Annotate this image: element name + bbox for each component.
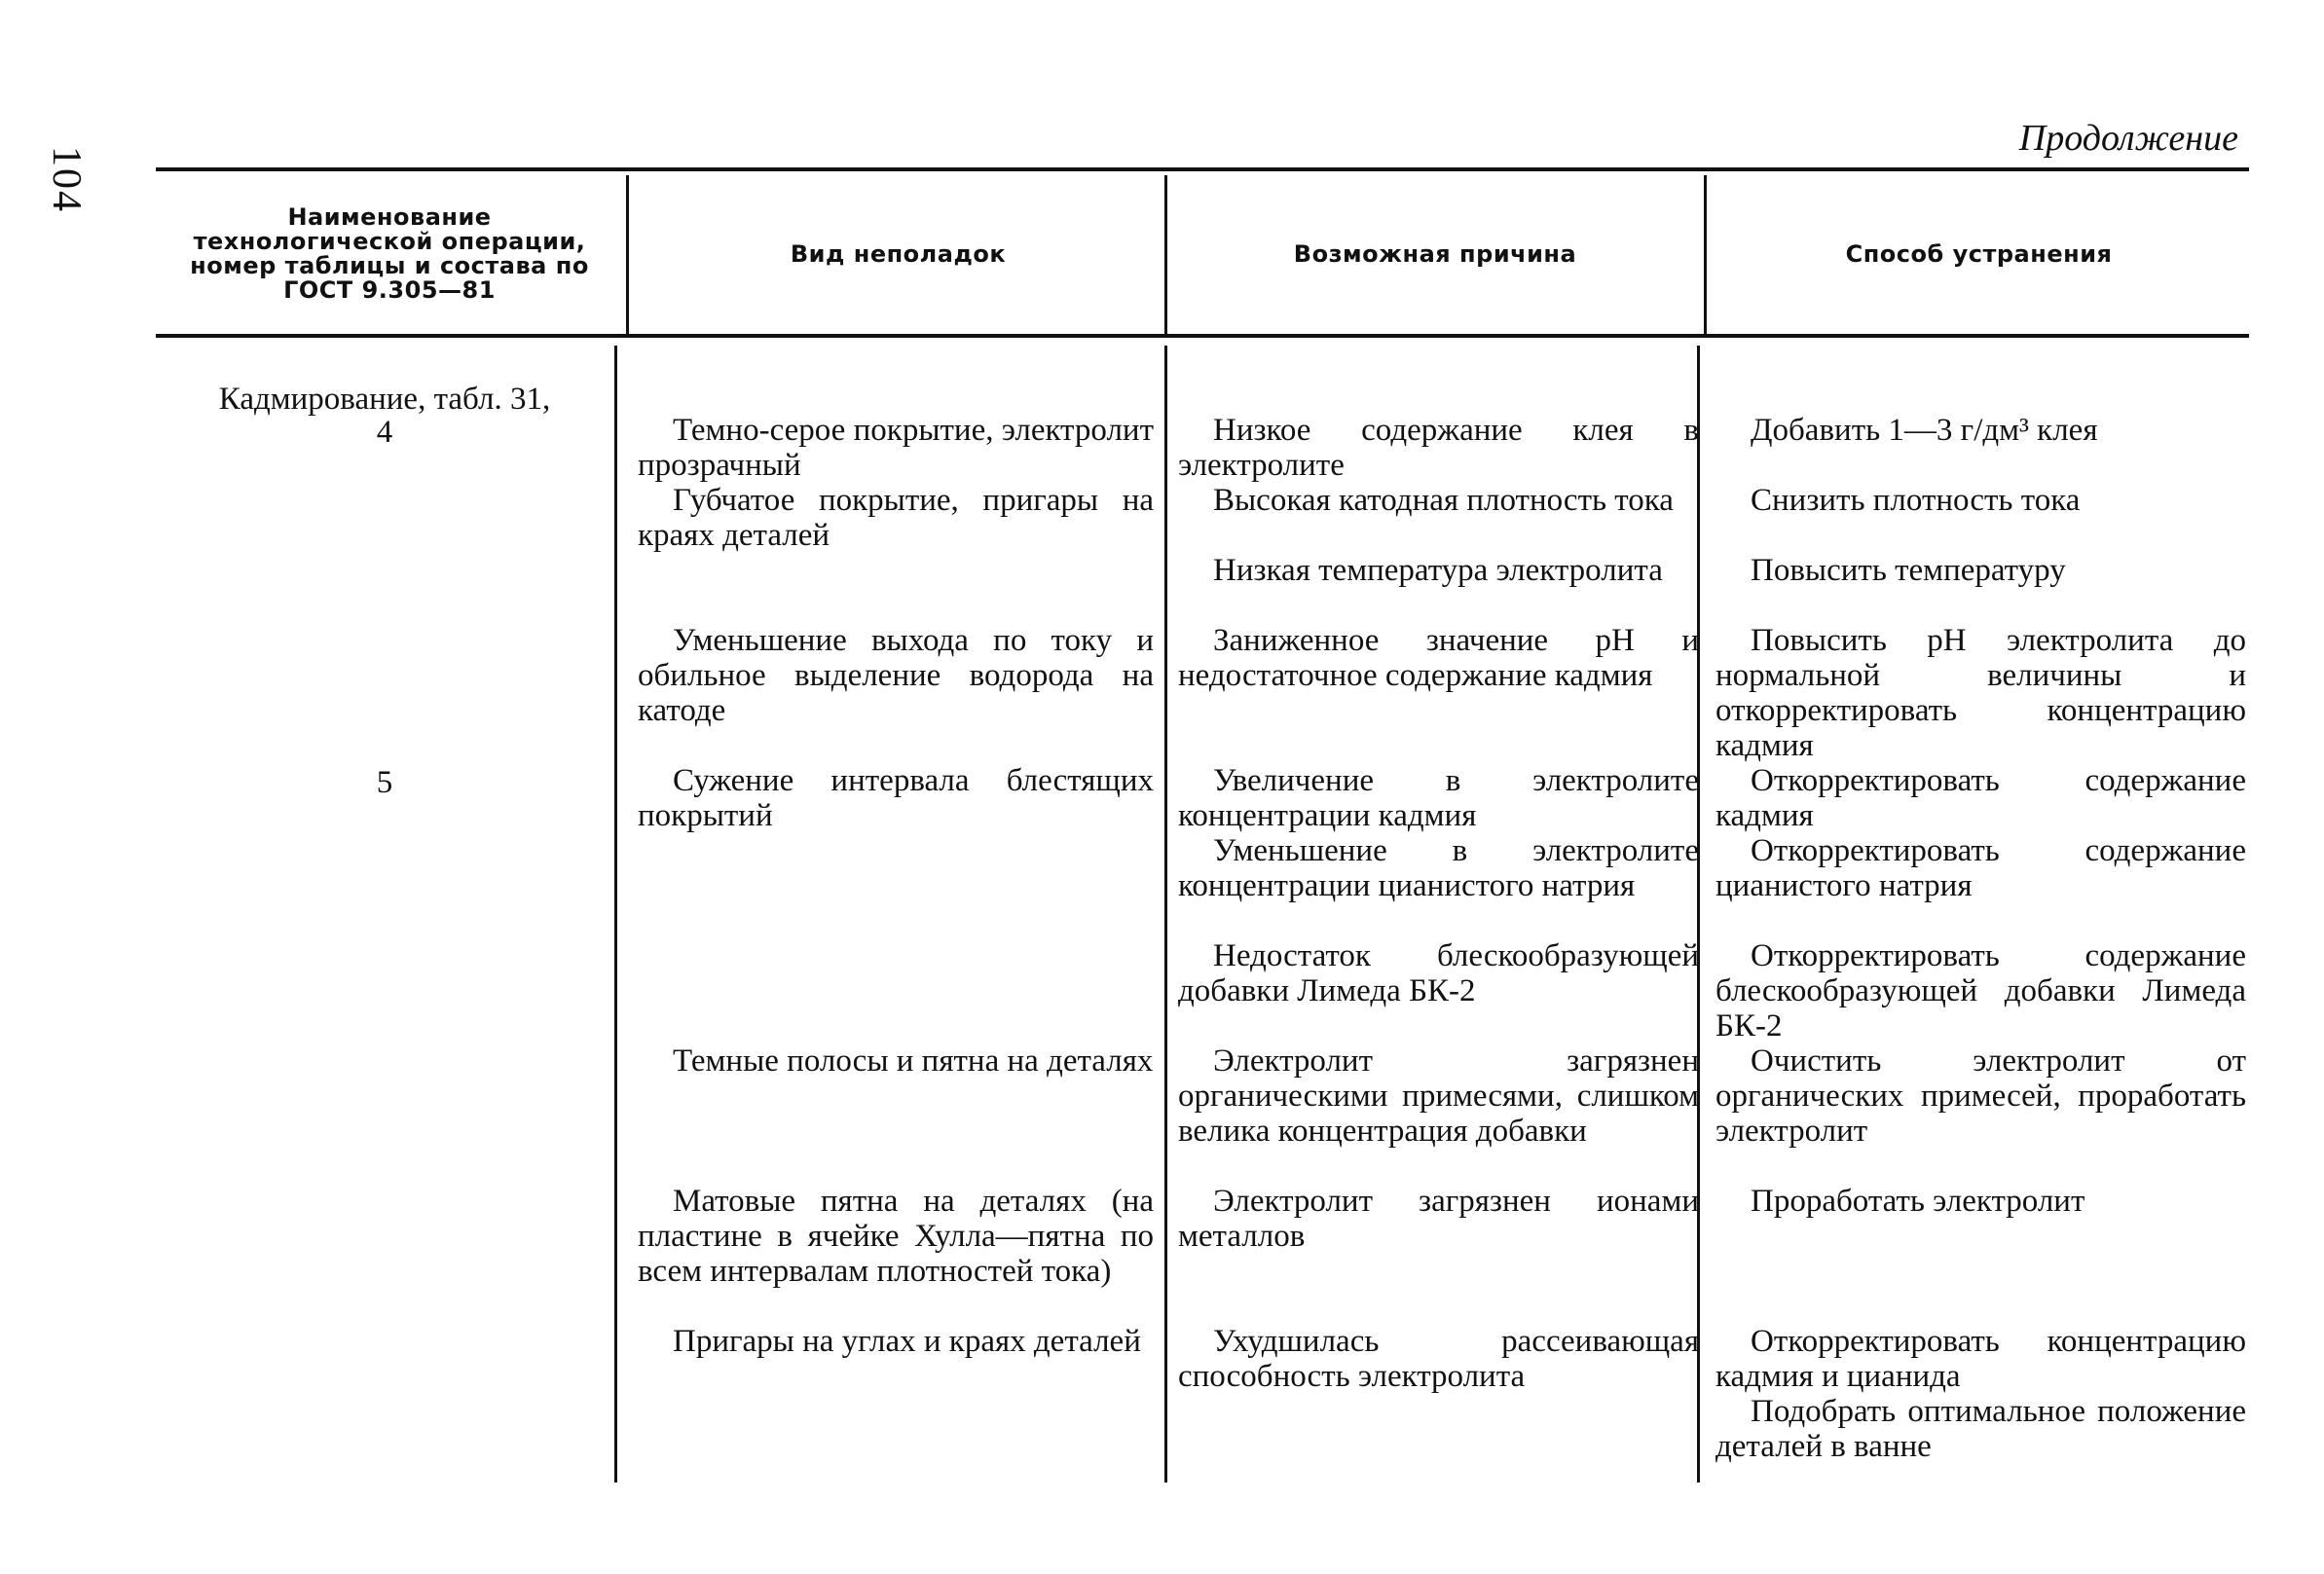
header-cause: Возможная причина: [1293, 240, 1577, 268]
continuation-label: Продолжение: [2018, 118, 2238, 159]
remedy-cadmium: Откорректировать содержание кадмия: [1715, 763, 2246, 833]
header-remedy: Способ устранения: [1845, 240, 2113, 268]
defect-current-yield: Уменьшение выхода по току и обильное выделение водорода на катоде: [638, 623, 1154, 728]
remedy-cyanide: Откорректировать содержание цианистого натрия: [1715, 833, 2246, 903]
header-operation: Наименование технологической операции, номер таблицы и состава по ГОСТ 9.305—81: [190, 203, 589, 304]
defect-spongy: Губчатое покрытие, пригары на краях деталей: [638, 483, 1154, 553]
header-defect: Вид неполадок: [790, 240, 1007, 268]
column-divider-2-body: [1164, 346, 1167, 1482]
remedy-position: Подобрать оптимальное положение деталей в ванне: [1715, 1394, 2246, 1464]
column-divider-3: [1704, 175, 1707, 334]
cause-high-current: Высокая катодная плотность тока: [1213, 483, 1674, 518]
remedy-add-glue: Добавить 1—3 г/дм³ клея: [1751, 413, 2098, 448]
cause-organic: Электролит загрязнен органическими примесями, слишком велика концентрация добавки: [1178, 1043, 1699, 1149]
cause-high-cadmium: Увеличение в электролите концентрации кадмия: [1178, 763, 1699, 833]
remedy-brightener: Откорректировать содержание блескообразующей добавки Лимеда БК-2: [1715, 938, 2246, 1043]
column-divider-2: [1164, 175, 1167, 334]
remedy-lower-current: Снизить плотность тока: [1751, 483, 2081, 518]
cause-low-cyanide: Уменьшение в электролите концентрации цианистого натрия: [1178, 833, 1699, 903]
cause-low-temperature: Низкая температура электролита: [1213, 553, 1663, 588]
operation-composition-4: 4: [376, 415, 393, 450]
operation-cadmium: Кадмирование, табл. 31,: [218, 382, 551, 417]
remedy-cadmium-cyanide: Откорректировать концентрацию кадмия и цианида: [1715, 1324, 2246, 1394]
remedy-raise-ph: Повысить pH электролита до нормальной величины и откорректировать концентрацию кадмия: [1715, 623, 2246, 763]
header-bottom-rule: [156, 334, 2249, 338]
cause-low-ph: Заниженное значение pH и недостаточное содержание кадмия: [1178, 623, 1699, 693]
defect-matte-spots: Матовые пятна на деталях (на пластине в ячейке Хулла—пятна по всем интервалам плотностей тока): [638, 1184, 1154, 1289]
cause-throwing-power: Ухудшилась рассеивающая способность электролита: [1178, 1324, 1699, 1394]
defect-dark-stripes: Темные полосы и пятна на деталях: [673, 1043, 1154, 1079]
remedy-raise-temp: Повысить температуру: [1751, 553, 2066, 588]
remedy-purify: Очистить электролит от органических примесей, проработать электролит: [1715, 1043, 2246, 1149]
page-number: 104: [44, 146, 89, 213]
cause-brightener: Недостаток блескообразующей добавки Лимеда БК-2: [1178, 938, 1699, 1008]
defect-bright-interval: Сужение интервала блестящих покрытий: [638, 763, 1154, 833]
defect-dark-grey: Темно-серое покрытие, электролит прозрачный: [638, 413, 1154, 483]
cause-low-glue: Низкое содержание клея в электролите: [1178, 413, 1699, 483]
defect-burns: Пригары на углах и краях деталей: [673, 1324, 1141, 1359]
column-divider-1: [626, 175, 629, 334]
remedy-work-out: Проработать электролит: [1751, 1184, 2085, 1219]
column-divider-1-body: [614, 346, 617, 1482]
operation-composition-5: 5: [376, 765, 393, 800]
cause-metal-ions: Электролит загрязнен ионами металлов: [1178, 1184, 1699, 1254]
top-rule: [156, 167, 2249, 171]
